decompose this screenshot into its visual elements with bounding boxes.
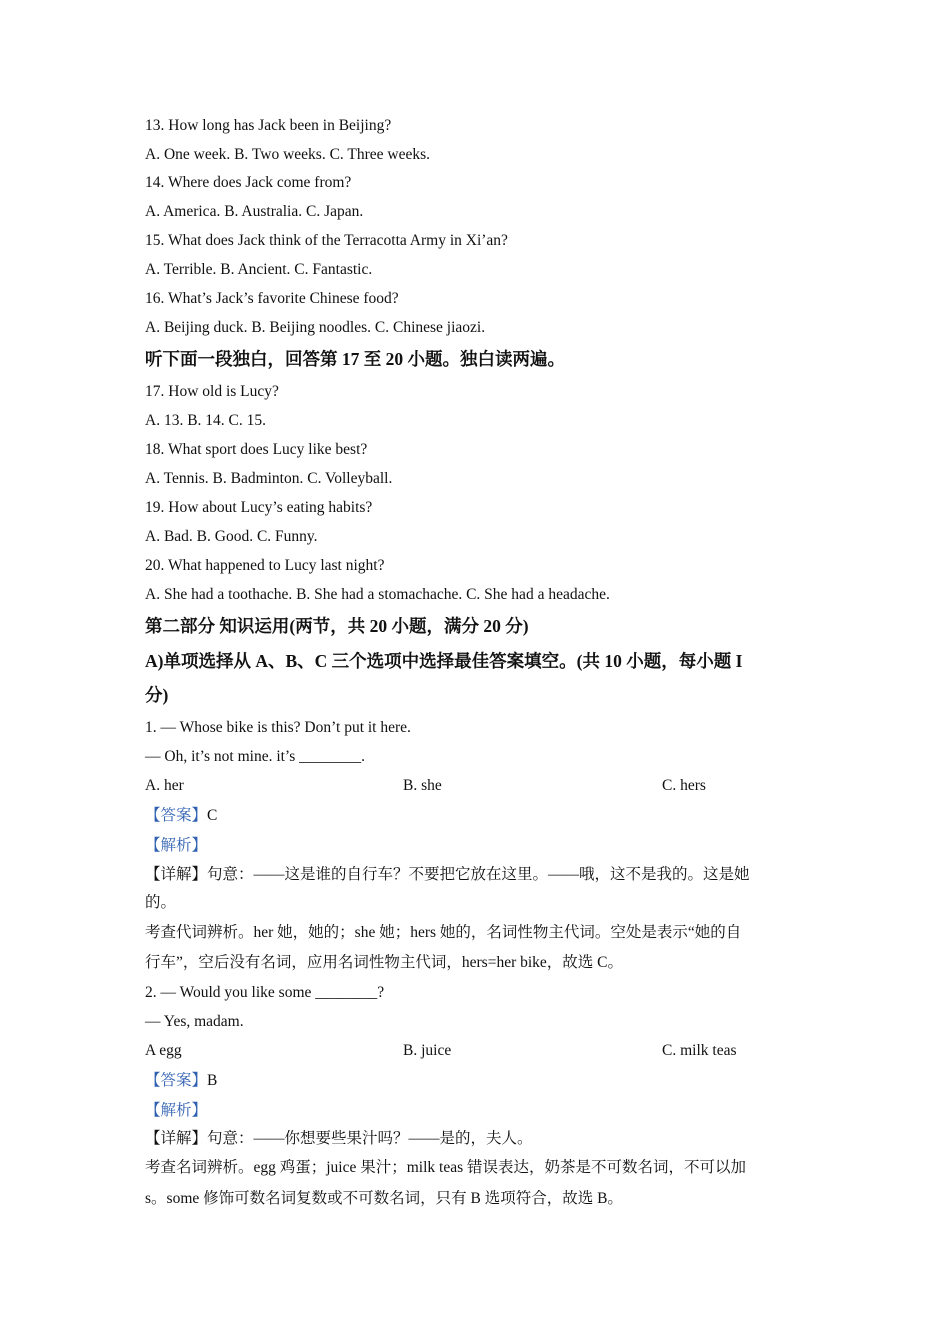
q2-option-b: B. juice — [403, 1042, 452, 1059]
q1-option-b: B. she — [403, 777, 442, 794]
q2-option-c: C. milk teas — [662, 1042, 737, 1059]
question-18: 18. What sport does Lucy like best? — [145, 441, 368, 458]
section-a-heading-line1: A)单项选择从 A、B、C 三个选项中选择最佳答案填空。(共 10 小题，每小题 I — [145, 651, 743, 671]
question-18-options: A. Tennis. B. Badminton. C. Volleyball. — [145, 470, 393, 487]
question-15-options: A. Terrible. B. Ancient. C. Fantastic. — [145, 261, 373, 278]
question-13: 13. How long has Jack been in Beijing? — [145, 117, 392, 134]
question-19: 19. How about Lucy’s eating habits? — [145, 499, 373, 516]
q2-prompt-line2: — Yes, madam. — [145, 1013, 244, 1030]
question-20-options: A. She had a toothache. B. She had a stomachache. C. She had a headache. — [145, 586, 610, 603]
answer-tag: 【答案】 — [145, 807, 208, 824]
q1-answer — [145, 806, 217, 826]
q2-analysis-tag: 【解析】 — [145, 1102, 208, 1119]
question-14-options: A. America. B. Australia. C. Japan. — [145, 203, 364, 220]
q1-detail-line2: 的。 — [145, 894, 177, 911]
question-17: 17. How old is Lucy? — [145, 383, 279, 400]
question-13-options: A. One week. B. Two weeks. C. Three weeks. — [145, 146, 431, 163]
q1-detail-line1: 【详解】句意：——这是谁的自行车？不要把它放在这里。——哦，这不是我的。这是她 — [145, 866, 750, 883]
q2-option-a: A egg — [145, 1042, 182, 1059]
q1-prompt-line2: — Oh, it’s not mine. it’s ________. — [145, 748, 366, 765]
part-two-heading: 第二部分 知识运用(两节，共 20 小题，满分 20 分) — [145, 616, 529, 636]
q2-detail-line2: 考查名词辨析。egg 鸡蛋；juice 果汁；milk teas 错误表达，奶茶是不可数名词，不可以加 — [145, 1159, 747, 1176]
q1-option-a: A. her — [145, 777, 184, 794]
q2-detail-line3: s。some 修饰可数名词复数或不可数名词，只有 B 选项符合，故选 B。 — [145, 1190, 623, 1207]
question-17-options: A. 13. B. 14. C. 15. — [145, 412, 266, 429]
question-19-options: A. Bad. B. Good. C. Funny. — [145, 528, 318, 545]
q2-answer — [145, 1071, 217, 1091]
q2-prompt-line1: 2. — Would you like some ________? — [145, 984, 385, 1001]
section-a-heading-line2: 分) — [145, 685, 169, 705]
question-16: 16. What’s Jack’s favorite Chinese food? — [145, 290, 399, 307]
monologue-heading: 听下面一段独白，回答第 17 至 20 小题。独白读两遍。 — [145, 349, 565, 369]
q1-option-c: C. hers — [662, 777, 706, 794]
q1-prompt-line1: 1. — Whose bike is this? Don’t put it here. — [145, 719, 411, 736]
q1-analysis-tag: 【解析】 — [145, 837, 208, 854]
question-20: 20. What happened to Lucy last night? — [145, 557, 385, 574]
q1-detail-line4: 行车”，空后没有名词，应用名词性物主代词，hers=her bike，故选 C。 — [145, 954, 624, 971]
q2-detail-line1: 【详解】句意：——你想要些果汁吗？——是的，夫人。 — [145, 1130, 533, 1147]
question-16-options: A. Beijing duck. B. Beijing noodles. C. Chinese jiaozi. — [145, 319, 486, 336]
q1-answer-value: C — [207, 807, 218, 824]
question-15: 15. What does Jack think of the Terracotta Army in Xi’an? — [145, 232, 508, 249]
question-14: 14. Where does Jack come from? — [145, 174, 352, 191]
answer-tag: 【答案】 — [145, 1072, 208, 1089]
q2-answer-value: B — [207, 1072, 218, 1089]
q1-detail-line3: 考查代词辨析。her 她，她的；she 她；hers 她的，名词性物主代词。空处是表示“她的自 — [145, 924, 742, 941]
